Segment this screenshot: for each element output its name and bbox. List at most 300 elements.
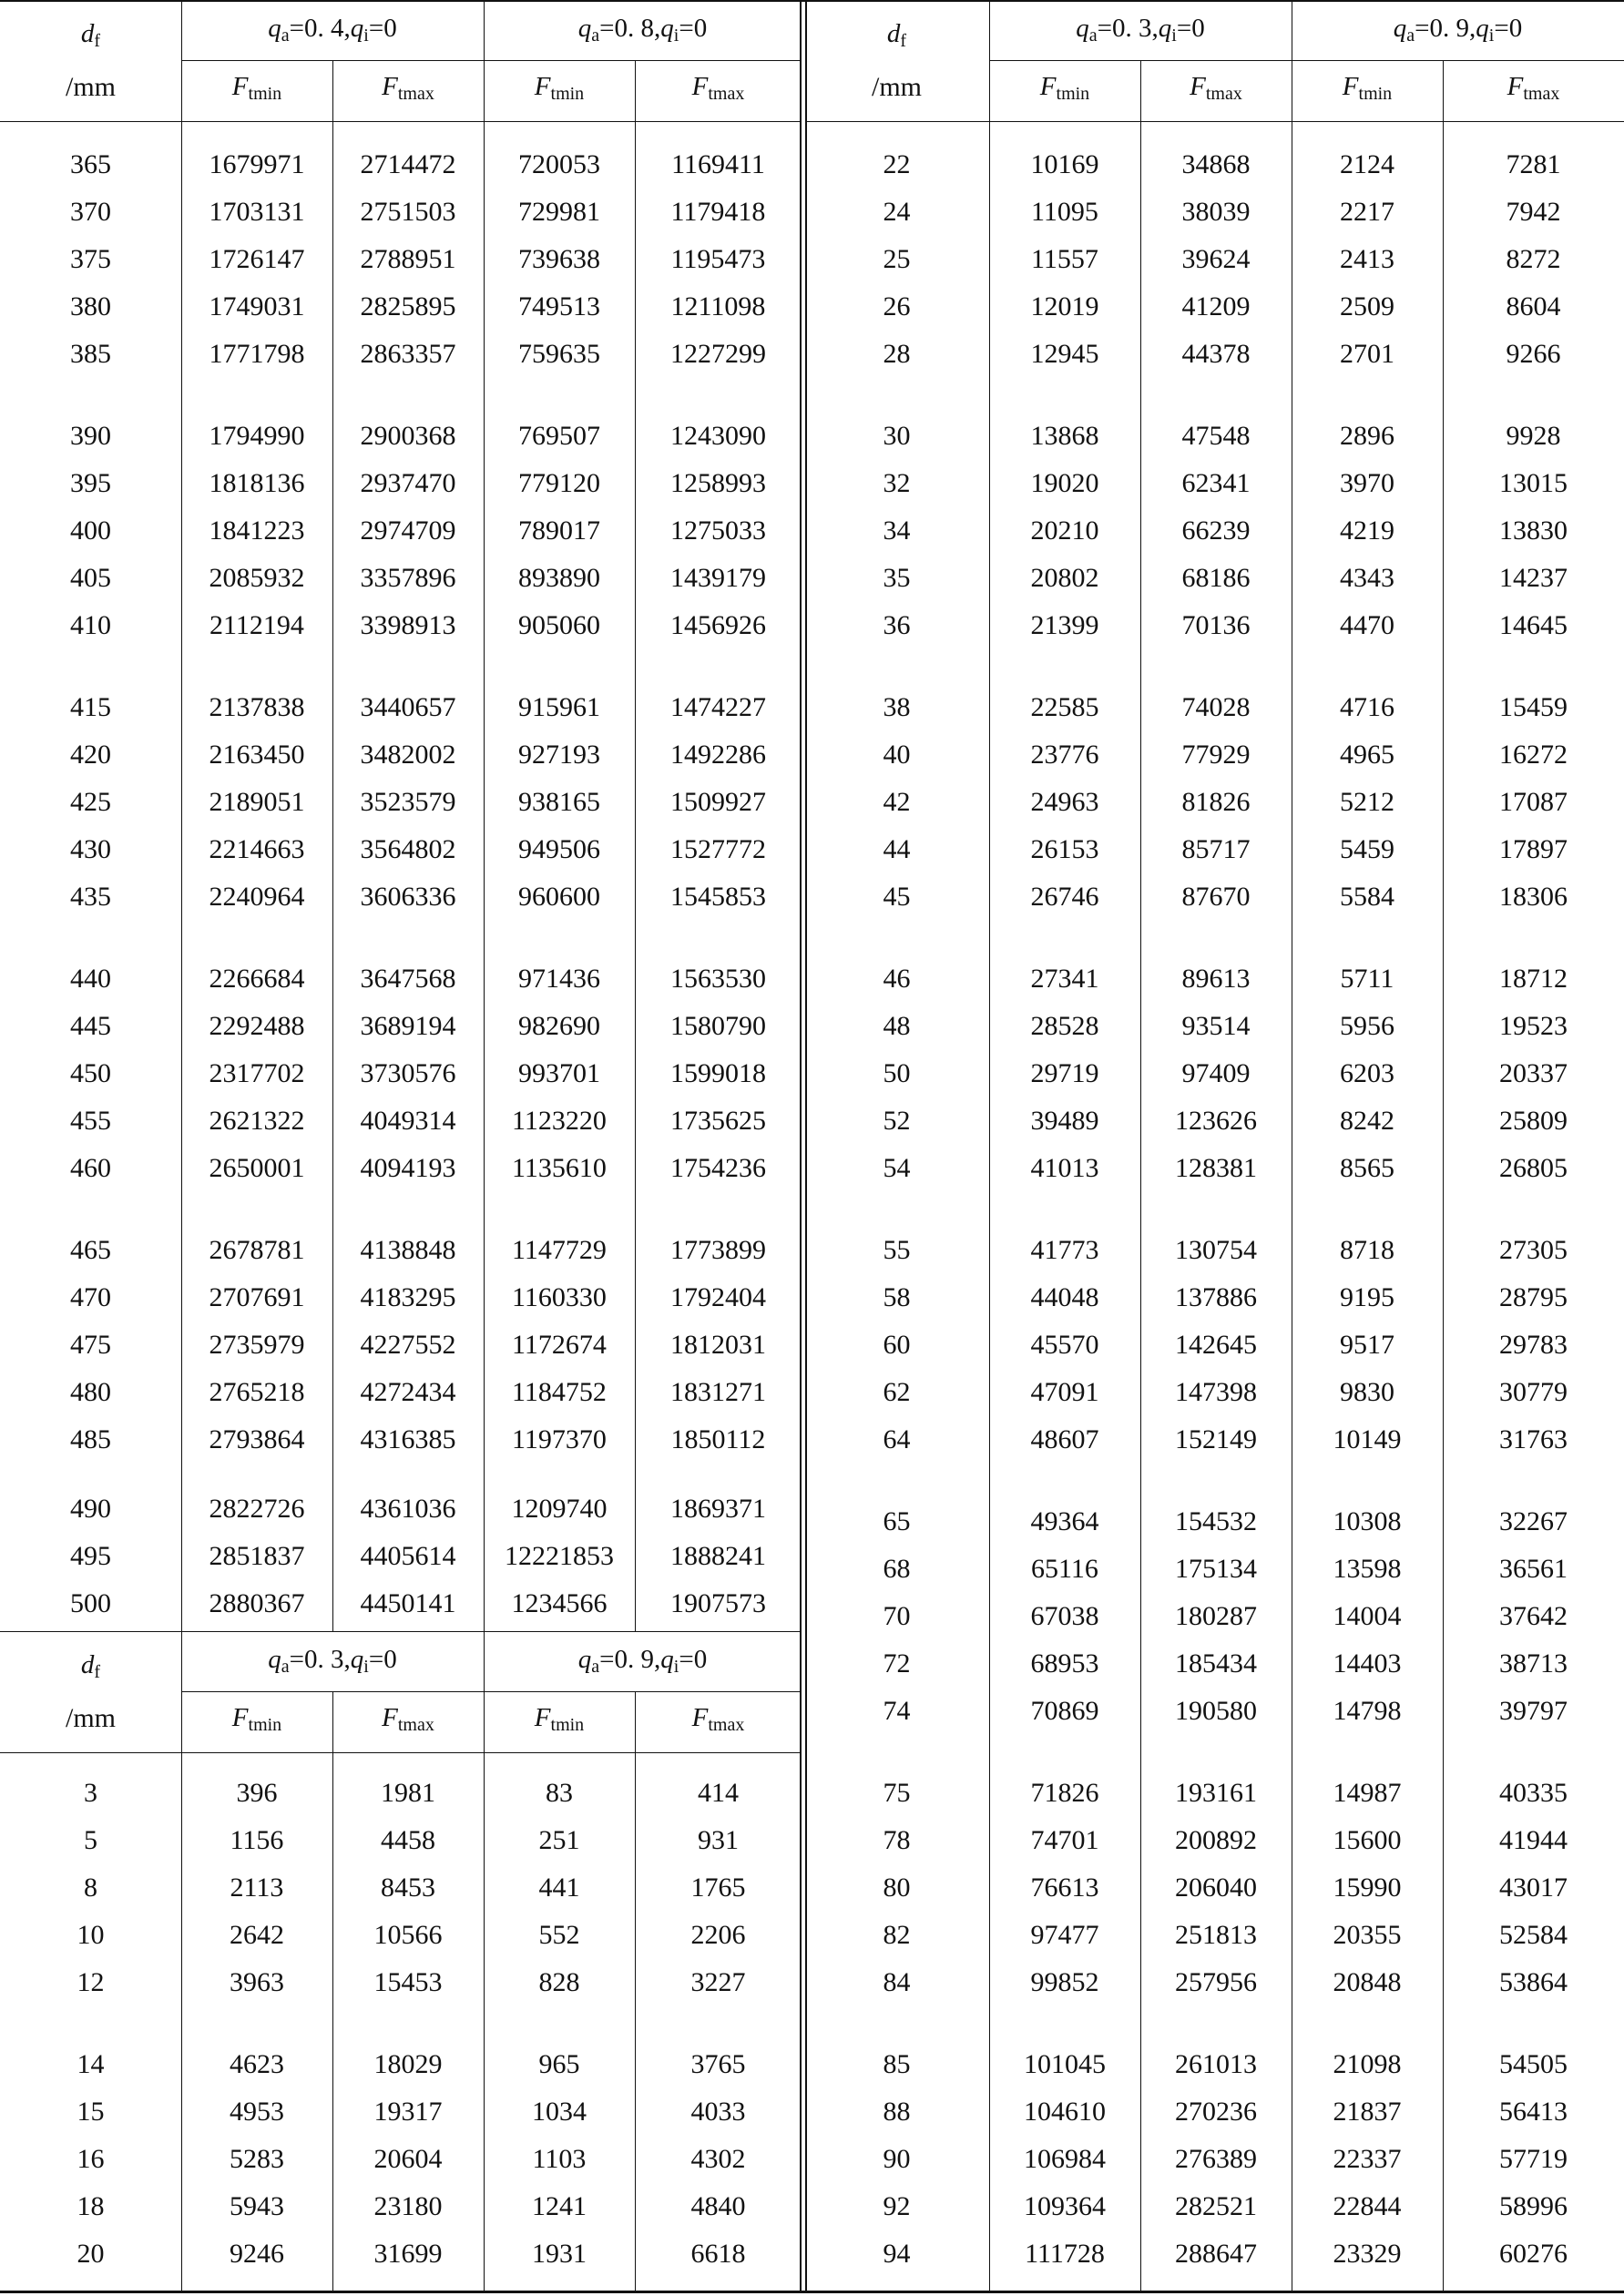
right-row-cell: 23329: [1333, 2239, 1402, 2269]
left-top-row-cell: 1850112: [670, 1424, 766, 1454]
left-top-row-cell: 380: [70, 291, 111, 321]
right-row-cell: 22585: [1030, 692, 1099, 722]
left-top-row-cell: 3482002: [360, 740, 456, 770]
right-row-cell: 87670: [1181, 882, 1251, 912]
right-row-cell: 2413: [1340, 244, 1394, 274]
right-row-cell: 20337: [1499, 1058, 1568, 1088]
left-bottom-header-f-col-0-subscript: tmin: [248, 1715, 282, 1735]
right-row-cell: 40: [883, 740, 911, 770]
right-row-cell: 41013: [1030, 1153, 1099, 1183]
right-row-cell: 62341: [1181, 468, 1251, 498]
right-header-d-label: [804, 11, 989, 56]
left-top-row-cell: 3730576: [360, 1058, 456, 1088]
right-row-cell: 282521: [1175, 2191, 1257, 2221]
left-top-row-cell: 4227552: [360, 1330, 456, 1360]
right-row-cell: 93514: [1181, 1011, 1251, 1041]
left-top-row-cell: 1147729: [512, 1235, 607, 1265]
left-top-header-d-symbol: d: [80, 18, 95, 48]
right-header-mid-rule: [989, 60, 1624, 61]
left-bottom-row-cell: 4302: [690, 2144, 746, 2174]
right-row-cell: 276389: [1175, 2144, 1257, 2174]
right-row-cell: 16272: [1499, 740, 1568, 770]
left-bottom-header-bottom-rule: [0, 1752, 802, 1753]
left-top-row-cell: 3647568: [360, 964, 456, 994]
left-top-row-cell: 1243090: [670, 421, 766, 451]
left-bottom-row-cell: 5283: [230, 2144, 284, 2174]
left-top-row-cell: 1841223: [209, 515, 305, 546]
right-row-cell: 58996: [1499, 2191, 1568, 2221]
left-top-row-cell: 1474227: [670, 692, 766, 722]
right-row-cell: 78: [883, 1825, 911, 1855]
right-row-cell: 6203: [1340, 1058, 1394, 1088]
left-top-header-group-a-qa-value: 0. 4: [304, 13, 344, 43]
left-top-row-cell: 390: [70, 421, 111, 451]
right-row-cell: 9830: [1340, 1377, 1394, 1407]
left-top-row-cell: 720053: [518, 149, 600, 179]
right-row-cell: 77929: [1181, 740, 1251, 770]
left-bottom-header-group-b-qi-eq: =: [679, 1644, 694, 1674]
table-top-rule: [0, 0, 1624, 2]
left-top-row-cell: 1735625: [670, 1106, 766, 1136]
left-top-row-cell: 3440657: [360, 692, 456, 722]
right-row-cell: 84: [883, 1967, 911, 1997]
left-top-header-group-b-qa-symbol: q: [577, 13, 592, 43]
left-top-row-cell: 3357896: [360, 563, 456, 593]
right-row-cell: 88: [883, 2097, 911, 2127]
right-row-cell: 34868: [1181, 149, 1251, 179]
right-header-d-symbol: d: [886, 18, 901, 48]
left-top-row-cell: 475: [70, 1330, 111, 1360]
left-bottom-row-cell: 552: [538, 1920, 580, 1950]
right-row-cell: 32267: [1499, 1506, 1568, 1536]
right-row-cell: 45570: [1030, 1330, 1099, 1360]
left-bottom-row-cell: 5: [84, 1825, 97, 1855]
right-row-cell: 7942: [1506, 197, 1561, 227]
left-top-row-cell: 1563530: [670, 964, 766, 994]
right-row-cell: 185434: [1175, 1648, 1257, 1679]
left-bottom-row-cell: 3963: [230, 1967, 284, 1997]
left-bottom-row-cell: 6618: [690, 2239, 746, 2269]
left-top-row-cell: 2880367: [209, 1588, 305, 1618]
right-row-cell: 45: [883, 882, 911, 912]
left-top-row-cell: 739638: [518, 244, 600, 274]
right-row-cell: 48: [883, 1011, 911, 1041]
right-row-cell: 270236: [1175, 2097, 1257, 2127]
right-row-cell: 9928: [1506, 421, 1561, 451]
left-bottom-row-cell: 4458: [381, 1825, 435, 1855]
left-top-header-f-col-1-symbol: F: [382, 72, 398, 101]
left-top-row-cell: 2085932: [209, 563, 305, 593]
left-bottom-row-cell: 15453: [373, 1967, 443, 1997]
left-top-row-cell: 1275033: [670, 515, 766, 546]
left-bottom-header-group-a-qi-value: 0: [383, 1644, 397, 1674]
left-bottom-header-group-a-qa-eq: =: [289, 1644, 305, 1674]
right-row-cell: 55: [883, 1235, 911, 1265]
right-row-cell: 20802: [1030, 563, 1099, 593]
right-header-group-b-sep: ,: [1469, 13, 1476, 43]
left-top-row-cell: 759635: [518, 339, 600, 369]
right-row-cell: 85: [883, 2049, 911, 2079]
left-top-header-group-a: [181, 5, 484, 51]
right-row-cell: 54505: [1499, 2049, 1568, 2079]
left-bottom-row-cell: 1034: [532, 2097, 587, 2127]
right-row-cell: 106984: [1024, 2144, 1106, 2174]
left-top-row-cell: 375: [70, 244, 111, 274]
right-header-group-a-qa-symbol: q: [1076, 13, 1089, 43]
right-row-cell: 54: [883, 1153, 911, 1183]
left-bottom-header-group-b-qa-eq: =: [599, 1644, 615, 1674]
right-header-f-col-1-symbol: F: [1190, 72, 1206, 101]
right-row-cell: 36561: [1499, 1554, 1568, 1584]
right-row-cell: 43017: [1499, 1873, 1568, 1903]
left-section-divider-rule: [0, 1631, 802, 1632]
right-row-cell: 68186: [1181, 563, 1251, 593]
right-row-cell: 8604: [1506, 291, 1561, 321]
right-row-cell: 190580: [1175, 1696, 1257, 1726]
right-row-cell: 147398: [1175, 1377, 1257, 1407]
left-bottom-header-f-col-1-subscript: tmax: [397, 1715, 434, 1735]
right-row-cell: 22337: [1333, 2144, 1402, 2174]
left-top-row-cell: 1869371: [670, 1494, 766, 1524]
left-top-row-cell: 4450141: [360, 1588, 456, 1618]
right-header-bottom-rule: [807, 121, 1624, 122]
left-top-row-cell: 1754236: [670, 1153, 766, 1183]
right-header-f-col-3: [1443, 65, 1624, 110]
right-row-cell: 28528: [1030, 1011, 1099, 1041]
left-top-header-group-b-qa-eq: =: [599, 13, 615, 43]
right-row-cell: 41944: [1499, 1825, 1568, 1855]
left-top-row-cell: 2137838: [209, 692, 305, 722]
right-row-cell: 70869: [1030, 1696, 1099, 1726]
right-row-cell: 65: [883, 1506, 911, 1536]
right-row-cell: 21399: [1030, 610, 1099, 640]
left-top-row-cell: 789017: [518, 515, 600, 546]
left-bottom-row-cell: 8: [84, 1873, 97, 1903]
right-row-cell: 13830: [1499, 515, 1568, 546]
left-top-row-cell: 1123220: [512, 1106, 607, 1136]
left-top-row-cell: 2714472: [360, 149, 456, 179]
left-top-row-cell: 500: [70, 1588, 111, 1618]
left-top-header-mid-rule: [181, 60, 802, 61]
right-row-cell: 74: [883, 1696, 911, 1726]
left-top-row-cell: 982690: [518, 1011, 600, 1041]
left-bottom-header-mid-rule: [181, 1691, 802, 1692]
right-row-cell: 11557: [1031, 244, 1098, 274]
left-top-header-f-col-3-subscript: tmax: [708, 84, 745, 104]
left-top-row-cell: 1771798: [209, 339, 305, 369]
left-top-header-group-b-qi-subscript: i: [673, 25, 679, 46]
right-row-cell: 71826: [1030, 1778, 1099, 1808]
right-row-cell: 261013: [1175, 2049, 1257, 2079]
right-header-f-col-1-subscript: tmax: [1205, 84, 1242, 104]
left-top-header-f-col-3: [635, 65, 802, 110]
left-top-row-cell: 4405614: [360, 1541, 456, 1571]
right-row-cell: 15600: [1333, 1825, 1402, 1855]
left-top-row-cell: 1227299: [670, 339, 766, 369]
left-bottom-header-group-b: [484, 1637, 802, 1682]
left-top-row-cell: 1794990: [209, 421, 305, 451]
left-top-row-cell: 370: [70, 197, 111, 227]
right-header-group-a-sep: ,: [1151, 13, 1159, 43]
right-header-group-b-qi-subscript: i: [1488, 25, 1495, 46]
left-bottom-row-cell: 441: [538, 1873, 580, 1903]
left-bottom-header-group-a-qi-symbol: q: [350, 1644, 364, 1674]
left-bottom-header-f-col-3-symbol: F: [691, 1703, 709, 1732]
right-row-cell: 137886: [1175, 1282, 1257, 1312]
left-top-row-cell: 1234566: [511, 1588, 608, 1618]
left-bottom-row-cell: 3765: [690, 2049, 746, 2079]
right-row-cell: 109364: [1024, 2191, 1106, 2221]
right-row-cell: 27341: [1030, 964, 1099, 994]
right-row-cell: 26153: [1030, 834, 1099, 864]
right-row-cell: 23776: [1030, 740, 1099, 770]
right-header-f-col-2-subscript: tmin: [1358, 84, 1393, 104]
right-row-cell: 10149: [1333, 1424, 1402, 1454]
left-top-row-cell: 470: [70, 1282, 111, 1312]
right-row-cell: 67038: [1030, 1601, 1099, 1631]
left-top-header-group-b-sep: ,: [654, 13, 661, 43]
right-row-cell: 75: [883, 1778, 911, 1808]
left-bottom-row-cell: 414: [698, 1778, 739, 1808]
left-bottom-header-d-symbol: d: [80, 1649, 95, 1679]
right-row-cell: 68953: [1030, 1648, 1099, 1679]
left-top-header-group-b-qa-value: 0. 8: [614, 13, 655, 43]
left-top-row-cell: 2765218: [209, 1377, 305, 1407]
right-row-cell: 44378: [1181, 339, 1251, 369]
left-bottom-row-cell: 19317: [373, 2097, 443, 2127]
left-bottom-header-f-col-2: [484, 1696, 635, 1741]
left-top-row-cell: 2863357: [360, 339, 456, 369]
right-row-cell: 29783: [1499, 1330, 1568, 1360]
left-top-header-f-col-1-subscript: tmax: [397, 84, 434, 104]
right-row-cell: 17897: [1499, 834, 1568, 864]
left-top-row-cell: 2707691: [209, 1282, 305, 1312]
right-header-group-b-qa-subscript: a: [1406, 25, 1415, 46]
right-row-cell: 22844: [1333, 2191, 1402, 2221]
right-row-cell: 2509: [1340, 291, 1394, 321]
left-bottom-row-cell: 1156: [230, 1825, 284, 1855]
right-header-group-a-qi-value: 0: [1191, 13, 1205, 43]
right-row-cell: 80: [883, 1873, 911, 1903]
left-bottom-row-cell: 20: [77, 2239, 105, 2269]
left-top-row-cell: 749513: [518, 291, 600, 321]
left-bottom-header-f-col-0-symbol: F: [231, 1703, 249, 1732]
right-row-cell: 5711: [1340, 964, 1394, 994]
right-header-f-col-0: [989, 65, 1140, 110]
left-top-row-cell: 4049314: [360, 1106, 456, 1136]
right-row-cell: 42: [883, 787, 911, 817]
right-row-cell: 200892: [1175, 1825, 1257, 1855]
right-row-cell: 130754: [1175, 1235, 1257, 1265]
left-top-header-group-a-qi-symbol: q: [350, 13, 364, 43]
right-header-group-a: [989, 5, 1292, 51]
left-top-row-cell: 779120: [518, 468, 600, 498]
left-top-row-cell: 480: [70, 1377, 111, 1407]
left-top-row-cell: 425: [70, 787, 111, 817]
left-bottom-row-cell: 965: [538, 2049, 580, 2079]
left-top-row-cell: 2650001: [209, 1153, 305, 1183]
left-top-header-group-a-qa-eq: =: [289, 13, 305, 43]
right-row-cell: 11095: [1031, 197, 1098, 227]
left-bottom-row-cell: 5943: [230, 2191, 284, 2221]
left-top-row-cell: 1160330: [512, 1282, 607, 1312]
right-header-group-b-qa-symbol: q: [1393, 13, 1407, 43]
left-top-row-cell: 2751503: [360, 197, 456, 227]
left-top-row-cell: 460: [70, 1153, 111, 1183]
right-row-cell: 193161: [1175, 1778, 1257, 1808]
right-row-cell: 97409: [1181, 1058, 1251, 1088]
left-bottom-row-cell: 15: [77, 2097, 105, 2127]
right-row-cell: 8272: [1506, 244, 1561, 274]
right-row-cell: 26805: [1499, 1153, 1568, 1183]
right-row-cell: 99852: [1030, 1967, 1099, 1997]
right-row-cell: 2701: [1340, 339, 1394, 369]
right-header-group-a-qi-symbol: q: [1158, 13, 1172, 43]
left-top-row-cell: 4138848: [360, 1235, 456, 1265]
left-top-row-cell: 1749031: [209, 291, 305, 321]
left-bottom-header-group-b-qa-subscript: a: [591, 1656, 600, 1677]
right-header-f-col-0-symbol: F: [1039, 72, 1057, 101]
left-bottom-row-cell: 3227: [690, 1967, 746, 1997]
right-row-cell: 2896: [1340, 421, 1394, 451]
left-top-row-cell: 4183295: [360, 1282, 456, 1312]
right-row-cell: 47548: [1181, 421, 1251, 451]
right-row-cell: 18306: [1499, 882, 1568, 912]
left-top-row-cell: 1209740: [511, 1494, 608, 1524]
left-bottom-row-cell: 14: [77, 2049, 105, 2079]
right-row-cell: 56413: [1499, 2097, 1568, 2127]
right-header-f-col-1: [1140, 65, 1292, 110]
right-row-cell: 4219: [1340, 515, 1394, 546]
right-row-cell: 8718: [1340, 1235, 1394, 1265]
left-top-header-group-b: [484, 5, 802, 51]
left-bottom-header-group-a: [181, 1637, 484, 1682]
right-row-cell: 251813: [1175, 1920, 1257, 1950]
left-top-row-cell: 960600: [518, 882, 600, 912]
right-header-group-b-qa-value: 0. 9: [1429, 13, 1470, 43]
right-row-cell: 39624: [1181, 244, 1251, 274]
left-bottom-row-cell: 3: [84, 1778, 97, 1808]
right-row-cell: 14645: [1499, 610, 1568, 640]
table-bottom-rule: [0, 2291, 1624, 2293]
left-top-header-group-a-qa-subscript: a: [281, 25, 290, 46]
left-top-row-cell: 1135610: [512, 1153, 607, 1183]
left-top-row-cell: 2788951: [360, 244, 456, 274]
left-top-row-cell: 1197370: [512, 1424, 607, 1454]
left-top-row-cell: 465: [70, 1235, 111, 1265]
right-row-cell: 76613: [1030, 1873, 1099, 1903]
left-top-header-group-b-qi-eq: =: [679, 13, 694, 43]
right-row-cell: 92: [883, 2191, 911, 2221]
right-row-cell: 14237: [1499, 563, 1568, 593]
right-row-cell: 14004: [1333, 1601, 1402, 1631]
left-bottom-row-cell: 16: [77, 2144, 105, 2174]
right-row-cell: 70136: [1181, 610, 1251, 640]
right-row-cell: 44048: [1030, 1282, 1099, 1312]
left-top-row-cell: 420: [70, 740, 111, 770]
right-row-cell: 28795: [1499, 1282, 1568, 1312]
left-bottom-header-f-col-0: [181, 1696, 332, 1741]
left-top-row-cell: 1831271: [670, 1377, 766, 1407]
left-bottom-row-cell: 1981: [381, 1778, 435, 1808]
left-top-row-cell: 1527772: [670, 834, 766, 864]
right-row-cell: 14987: [1333, 1778, 1402, 1808]
left-bottom-row-cell: 4033: [690, 2097, 746, 2127]
left-top-row-cell: 993701: [518, 1058, 600, 1088]
left-top-row-cell: 3689194: [360, 1011, 456, 1041]
left-top-row-cell: 365: [70, 149, 111, 179]
left-top-row-cell: 971436: [518, 964, 600, 994]
left-top-row-cell: 400: [70, 515, 111, 546]
left-top-row-cell: 1726147: [209, 244, 305, 274]
left-bottom-row-cell: 4840: [690, 2191, 746, 2221]
right-row-cell: 206040: [1175, 1873, 1257, 1903]
left-top-row-cell: 3523579: [360, 787, 456, 817]
left-top-row-cell: 1812031: [670, 1330, 766, 1360]
right-row-cell: 38039: [1181, 197, 1251, 227]
right-header-group-b-qa-eq: =: [1415, 13, 1430, 43]
left-top-header-f-col-2: [484, 65, 635, 110]
left-top-row-cell: 2735979: [209, 1330, 305, 1360]
right-row-cell: 111728: [1025, 2239, 1105, 2269]
left-top-header-d-subscript: f: [94, 30, 101, 51]
right-row-cell: 19020: [1030, 468, 1099, 498]
right-header-f-col-3-subscript: tmax: [1523, 84, 1560, 104]
right-row-cell: 32: [883, 468, 911, 498]
right-row-cell: 9266: [1506, 339, 1561, 369]
left-bottom-row-cell: 10: [77, 1920, 105, 1950]
left-bottom-header-group-b-qi-subscript: i: [673, 1656, 679, 1677]
right-row-cell: 39797: [1499, 1696, 1568, 1726]
right-row-cell: 14403: [1333, 1648, 1402, 1679]
right-row-cell: 5956: [1340, 1011, 1394, 1041]
right-row-cell: 4965: [1340, 740, 1394, 770]
right-row-cell: 9195: [1340, 1282, 1394, 1312]
right-header-group-b: [1292, 5, 1624, 51]
right-row-cell: 154532: [1175, 1506, 1257, 1536]
left-bottom-header-group-b-qi-value: 0: [693, 1644, 708, 1674]
left-bottom-row-cell: 2113: [230, 1873, 284, 1903]
left-top-row-cell: 2937470: [360, 468, 456, 498]
left-bottom-header-group-b-qa-value: 0. 9: [614, 1644, 655, 1674]
right-row-cell: 46: [883, 964, 911, 994]
right-row-cell: 30: [883, 421, 911, 451]
left-top-row-cell: 1888241: [670, 1541, 766, 1571]
left-top-row-cell: 4272434: [360, 1377, 456, 1407]
left-bottom-row-cell: 31699: [373, 2239, 443, 2269]
left-top-row-cell: 1211098: [670, 291, 766, 321]
right-row-cell: 57719: [1499, 2144, 1568, 2174]
left-top-row-cell: 2266684: [209, 964, 305, 994]
left-top-row-cell: 2825895: [360, 291, 456, 321]
left-top-row-cell: 1545853: [670, 882, 766, 912]
left-top-row-cell: 2793864: [209, 1424, 305, 1454]
right-row-cell: 82: [883, 1920, 911, 1950]
right-row-cell: 15459: [1499, 692, 1568, 722]
right-row-cell: 21098: [1333, 2049, 1402, 2079]
left-top-row-cell: 445: [70, 1011, 111, 1041]
right-row-cell: 4343: [1340, 563, 1394, 593]
left-top-row-cell: 415: [70, 692, 111, 722]
left-top-row-cell: 1439179: [670, 563, 766, 593]
right-row-cell: 66239: [1181, 515, 1251, 546]
left-top-row-cell: 1679971: [209, 149, 305, 179]
left-top-row-cell: 905060: [518, 610, 600, 640]
right-header-group-a-qa-subscript: a: [1088, 25, 1098, 46]
left-top-header-group-b-qa-subscript: a: [591, 25, 600, 46]
left-bottom-header-group-a-qa-symbol: q: [268, 1644, 281, 1674]
left-bottom-header-group-a-qa-value: 0. 3: [304, 1644, 344, 1674]
